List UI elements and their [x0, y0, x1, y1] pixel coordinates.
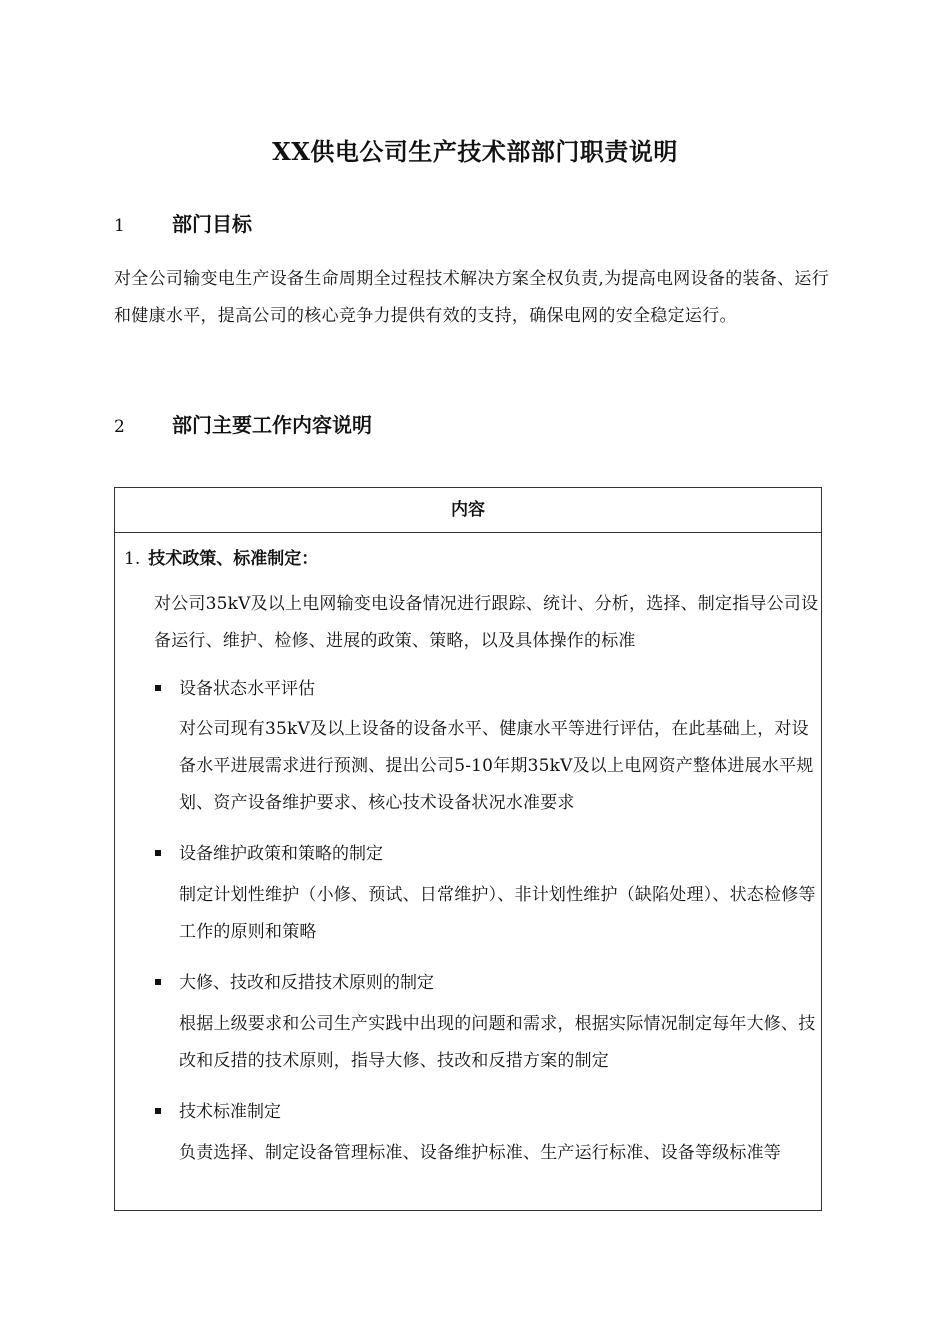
- bullet-item: [155, 674, 315, 699]
- section-1-number: 1: [114, 216, 125, 236]
- square-bullet-icon: [155, 685, 161, 691]
- bullet-description: 对公司现有35kV及以上设备的设备水平、健康水平等进行评估，在此基础上，对设备水平进展需求进行预测、提出公司5-10年期35kV及以上电网资产整体进展水平规划、资产设备维护要求、核心技术设备状况水准要求: [179, 719, 814, 813]
- content-table: [114, 487, 822, 1211]
- item-1-label: 技术政策、标准制定：: [148, 549, 319, 569]
- bullet-item: [155, 1097, 281, 1122]
- item-1-number: 1.: [124, 549, 141, 569]
- section-2-title: 部门主要工作内容说明: [172, 413, 372, 437]
- section-2-heading: [114, 409, 372, 438]
- bullet-label: 设备维护政策和策略的制定: [179, 844, 383, 864]
- bullet-label: 大修、技改和反措技术原则的制定: [179, 973, 434, 993]
- item-1-title: [124, 544, 318, 569]
- square-bullet-icon: [155, 1108, 161, 1114]
- bullet-label: 技术标准制定: [179, 1102, 281, 1122]
- bullet-description: 根据上级要求和公司生产实践中出现的问题和需求，根据实际情况制定每年大修、技改和反措的技术原则，指导大修、技改和反措方案的制定: [179, 1014, 816, 1071]
- bullet-description: 制定计划性维护（小修、预试、日常维护）、非计划性维护（缺陷处理）、状态检修等工作的原则和策略: [179, 885, 816, 942]
- section-1-paragraph: 对全公司输变电生产设备生命周期全过程技术解决方案全权负责,为提高电网设备的装备、运行和健康水平，提高公司的核心竞争力提供有效的支持，确保电网的安全稳定运行。: [114, 269, 830, 326]
- bullet-item: [155, 839, 383, 864]
- bullet-item: [155, 968, 434, 993]
- section-1-heading: [114, 208, 252, 237]
- page-title: XX供电公司生产技术部部门职责说明: [272, 137, 678, 166]
- item-1-description: 对公司35kV及以上电网输变电设备情况进行跟踪、统计、分析，选择、制定指导公司设备运行、维护、检修、进展的政策、策略，以及具体操作的标准: [154, 594, 819, 651]
- section-2-number: 2: [114, 417, 125, 437]
- square-bullet-icon: [155, 979, 161, 985]
- section-1-title: 部门目标: [172, 212, 252, 236]
- bullet-description: 负责选择、制定设备管理标准、设备维护标准、生产运行标准、设备等级标准等: [179, 1143, 781, 1163]
- table-header: 内容: [115, 488, 821, 533]
- square-bullet-icon: [155, 850, 161, 856]
- bullet-label: 设备状态水平评估: [179, 679, 315, 699]
